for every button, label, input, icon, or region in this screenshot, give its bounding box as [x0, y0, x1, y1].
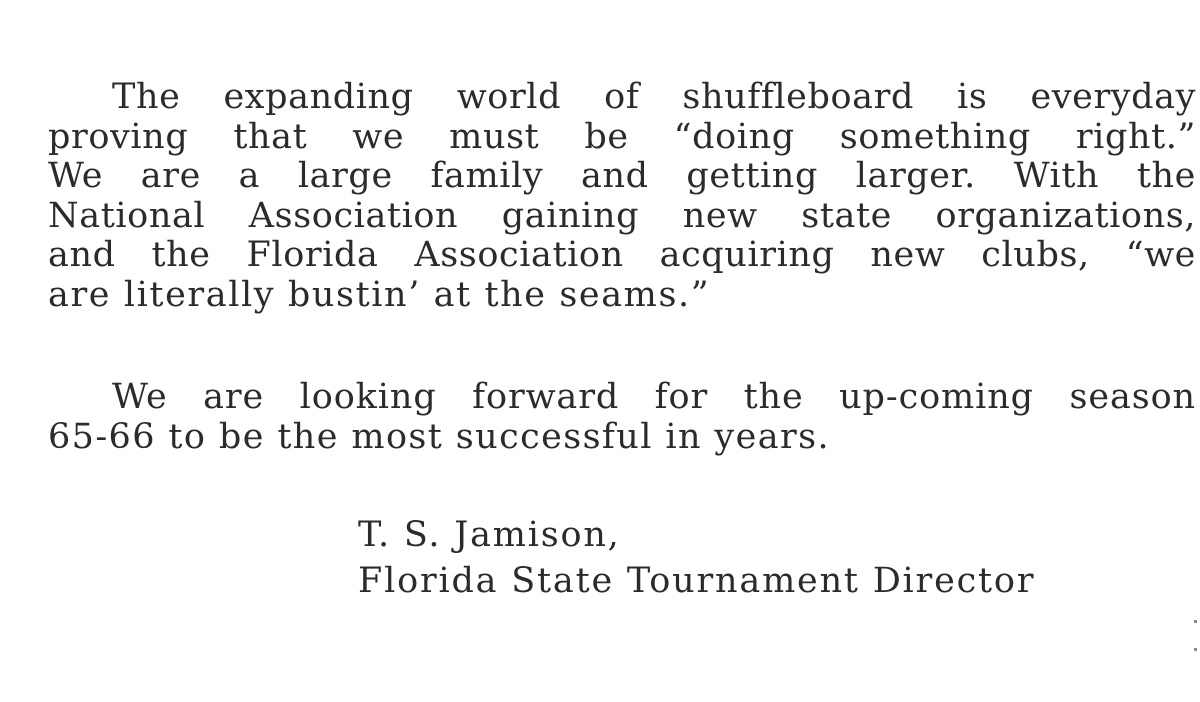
signature-name: T. S. Jamison,	[358, 515, 621, 555]
scan-speck	[1194, 620, 1197, 623]
signature-block	[358, 512, 1158, 604]
scan-speck	[1194, 648, 1197, 651]
paragraph-shuffleboard-growth	[48, 78, 1196, 315]
signature-title: Florida State Tournament Director	[358, 561, 1036, 601]
paragraph-line: are literally bustin’ at the seams.”	[48, 274, 711, 315]
paragraph-line: The expanding world of shuffleboard is everyday	[112, 77, 1196, 117]
paragraph-line: We are looking forward for the up-coming season	[112, 377, 1196, 417]
paragraph-line: and the Florida Association acquiring new clubs, “we	[48, 235, 1196, 275]
paragraph-line: 65-66 to be the most successful in years.	[48, 416, 830, 457]
paragraph-line: National Association gaining new state organizations,	[48, 195, 1196, 236]
paragraph-line: We are a large family and getting larger. With the	[48, 156, 1196, 196]
paragraph-line: proving that we must be “doing something right.”	[48, 116, 1196, 157]
paragraph-upcoming-season	[48, 378, 1196, 457]
